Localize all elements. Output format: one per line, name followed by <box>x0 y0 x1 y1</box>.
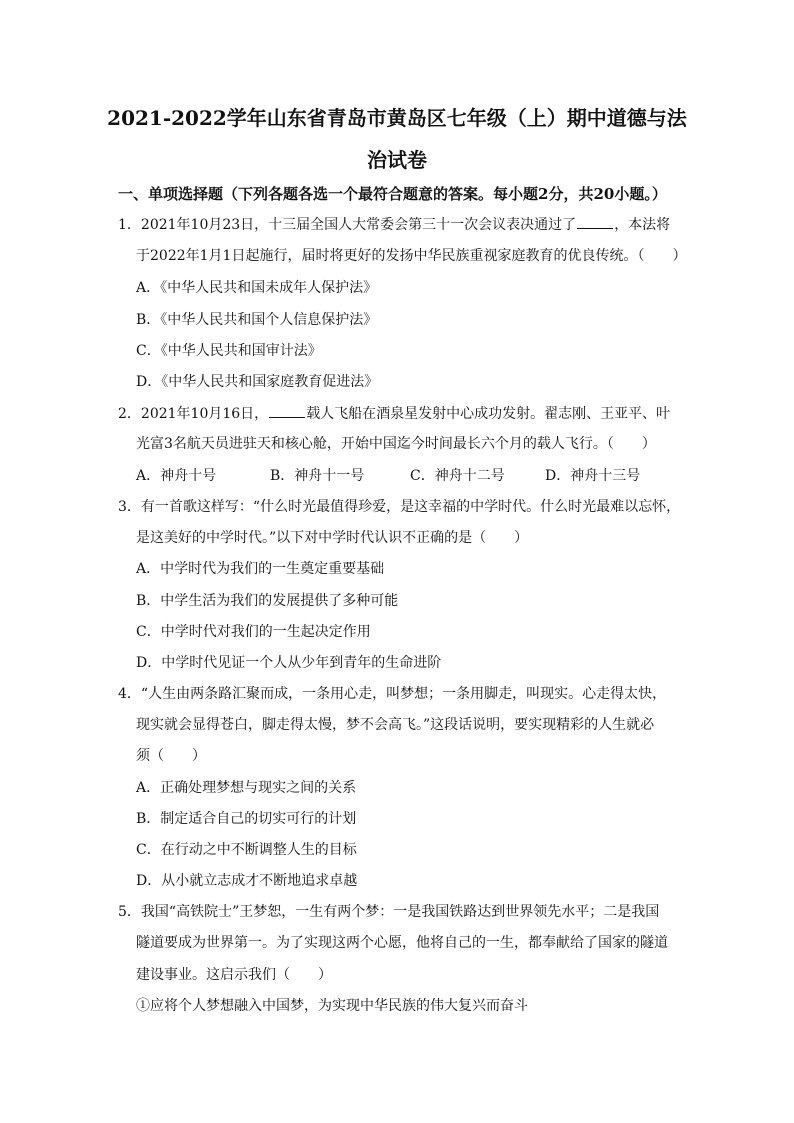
section-heading: 一、单项选择题（下列各题各选一个最符合题意的答案。每小题2分，共20小题。） <box>118 185 667 203</box>
question-text: “人生由两条路汇聚而成，一条用心走，叫梦想；一条用脚走，叫现实。心走得太快， <box>140 686 667 702</box>
question-1-cont: 于2022年1月1日起施行，届时将更好的发扬中华民族重视家庭教育的优良传统。（ ） <box>136 248 687 264</box>
option-c: C．神舟十二号 <box>410 468 505 484</box>
exam-title-line-2: 治试卷 <box>367 148 427 172</box>
answer-blank <box>269 403 305 418</box>
question-5-cont-1: 隧道要成为世界第一。为了实现这两个心愿，他将自己的一生，都奉献给了国家的隧道 <box>136 935 668 951</box>
option-b: B．神舟十一号 <box>270 468 365 484</box>
answer-blank <box>577 214 613 229</box>
question-3-cont: 是这美好的中学时代。”以下对中学时代认识不正确的是（ ） <box>136 530 529 546</box>
option-b: B．《中华人民共和国个人信息保护法》 <box>136 312 378 328</box>
option-b: B．制定适合自己的切实可行的计划 <box>136 811 357 827</box>
question-text: 载人飞船在酒泉星发射中心成功发射。翟志刚、王亚平、叶 <box>306 406 671 422</box>
question-1 <box>118 214 670 235</box>
question-4-cont-1: 现实就会显得苍白，脚走得太慢，梦不会高飞。”这段话说明，要实现精彩的人生就必 <box>136 717 655 733</box>
option-d: D．《中华人民共和国家庭教育促进法》 <box>136 374 379 390</box>
option-c: C．在行动之中不断调整人生的目标 <box>136 842 357 858</box>
option-b: B．中学生活为我们的发展提供了多种可能 <box>136 593 399 609</box>
option-a: A．中学时代为我们的一生奠定重要基础 <box>136 561 385 577</box>
option-c: C．《中华人民共和国审计法》 <box>136 343 322 359</box>
question-2 <box>118 403 670 424</box>
option-d: D．神舟十三号 <box>545 468 641 484</box>
option-d: D．从小就立志成才不断地追求卓越 <box>136 873 358 889</box>
question-text: 2021年10月23日，十三届全国人大常委会第三十一次会议表决通过了 <box>140 217 577 233</box>
question-4 <box>118 684 666 704</box>
question-5 <box>118 902 659 922</box>
option-a: A．《中华人民共和国未成年人保护法》 <box>136 280 378 296</box>
question-text: ，本法将 <box>614 217 671 233</box>
question-number: 2． <box>118 406 141 422</box>
question-number: 1． <box>118 217 141 233</box>
option-d: D．中学时代见证一个人从少年到青年的生命进阶 <box>136 655 442 671</box>
question-4-cont-2: 须（ ） <box>136 748 206 764</box>
question-5-cont-2: 建设事业。这启示我们（ ） <box>136 967 332 983</box>
statement-item-1: ①应将个人梦想融入中国梦，为实现中华民族的伟大复兴而奋斗 <box>136 998 528 1014</box>
question-text: 2021年10月16日， <box>140 406 269 422</box>
question-2-cont: 光富3名航天员进驻天和核心舱，开始中国迄今时间最长六个月的载人飞行。（ ） <box>136 436 656 452</box>
option-c: C．中学时代对我们的一生起决定作用 <box>136 624 371 640</box>
exam-title-line-1: 2021-2022学年山东省青岛市黄岛区七年级（上）期中道德与法 <box>107 106 687 130</box>
question-number: 3． <box>118 499 141 515</box>
question-number: 4． <box>118 686 141 702</box>
option-a: A．正确处理梦想与现实之间的关系 <box>136 780 357 796</box>
question-number: 5． <box>118 904 141 920</box>
question-text: 有一首歌这样写：“什么时光最值得珍爱，是这幸福的中学时代。什么时光最难以忘怀， <box>140 499 681 515</box>
question-3 <box>118 497 680 517</box>
question-text: 我国“高铁院士”王梦恕，一生有两个梦：一是我国铁路达到世界领先水平；二是我国 <box>140 904 660 920</box>
option-a: A．神舟十号 <box>136 468 217 484</box>
